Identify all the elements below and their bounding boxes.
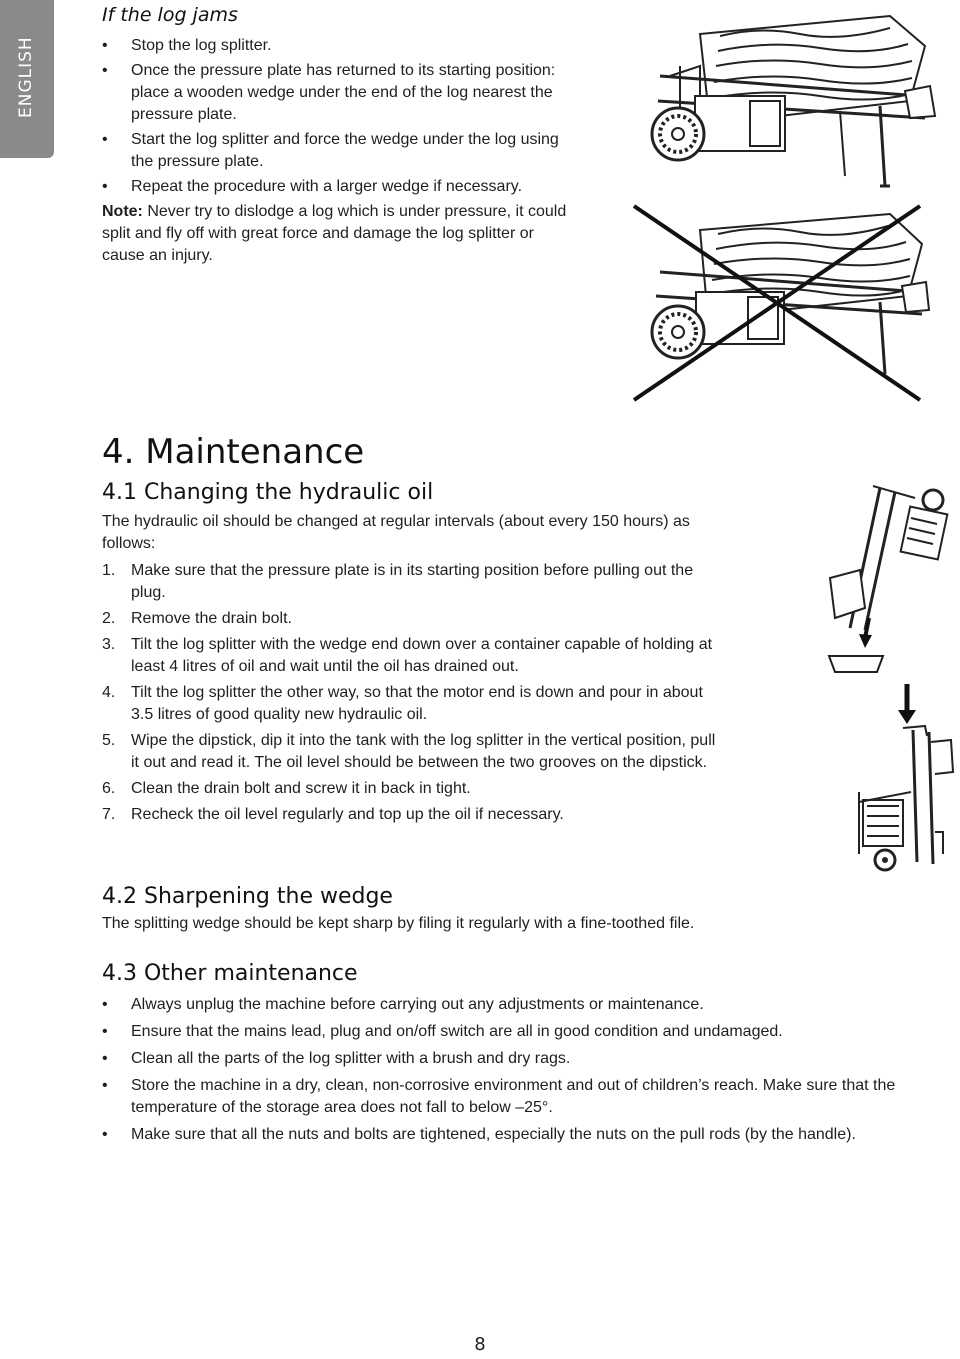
list-item: • Always unplug the machine before carrying out any adjustments or maintenance. xyxy=(102,994,942,1016)
page-number: 8 xyxy=(474,1334,486,1355)
list-item: • Repeat the procedure with a larger wedge if necessary. xyxy=(102,176,572,198)
note-text: Never try to dislodge a log which is under pressure, it could split and fly off with great force and damage the log splitter or cause an injury. xyxy=(102,203,567,264)
step-text: Make sure that the pressure plate is in its starting position before pulling out the plug. xyxy=(131,562,694,601)
list-item: • Clean all the parts of the log splitter with a brush and dry rags. xyxy=(102,1048,942,1070)
step-number: 6. xyxy=(102,780,116,797)
language-tab-label: ENGLISH xyxy=(16,36,36,118)
oil-fill-illustration xyxy=(855,682,955,882)
language-tab xyxy=(0,0,54,158)
list-item: • Once the pressure plate has returned to its starting position: place a wooden wedge under the end of the log nearest the pressure plate. xyxy=(102,60,572,126)
list-item: • Start the log splitter and force the wedge under the log using the pressure plate. xyxy=(102,129,572,173)
oil-change-intro: The hydraulic oil should be changed at regular intervals (about every 150 hours) as follows: xyxy=(102,513,690,552)
log-jams-heading: If the log jams xyxy=(102,4,238,26)
step-number: 4. xyxy=(102,684,116,701)
step-number: 1. xyxy=(102,562,116,579)
list-item xyxy=(102,778,722,800)
list-item xyxy=(102,730,722,774)
step-text: Remove the drain bolt. xyxy=(131,610,292,627)
oil-change-section xyxy=(102,480,722,830)
log-jams-section xyxy=(102,4,572,267)
step-number: 3. xyxy=(102,636,116,653)
list-item: • Stop the log splitter. xyxy=(102,35,572,57)
list-item xyxy=(102,634,722,678)
step-number: 7. xyxy=(102,806,116,823)
step-text: Clean the drain bolt and screw it in back in tight. xyxy=(131,780,471,797)
list-item xyxy=(102,682,722,726)
incorrect-usage-illustration xyxy=(630,204,930,404)
list-item xyxy=(102,608,722,630)
sharpening-heading: 4.2 Sharpening the wedge xyxy=(102,884,393,909)
other-maintenance-heading: 4.3 Other maintenance xyxy=(102,961,358,986)
step-number: 2. xyxy=(102,610,116,627)
step-number: 5. xyxy=(102,732,116,749)
note-label: Note: xyxy=(102,203,143,220)
list-item xyxy=(102,804,722,826)
oil-change-steps xyxy=(102,560,722,826)
list-item: • Make sure that all the nuts and bolts are tightened, especially the nuts on the pull rods (by the handle). xyxy=(102,1124,942,1146)
step-text: Wipe the dipstick, dip it into the tank with the log splitter in the vertical position, pull it out and read it. The oil level should be between the two grooves on the dipstick. xyxy=(131,732,716,771)
log-splitter-illustration xyxy=(640,6,940,196)
log-jams-list xyxy=(102,35,572,198)
sharpening-text: The splitting wedge should be kept sharp by filing it regularly with a fine-toothed file. xyxy=(102,915,695,932)
list-item: • Store the machine in a dry, clean, non-corrosive environment and out of children’s reach. Make sure that the temperature of the storage area does not fall to below –25°. xyxy=(102,1075,942,1119)
maintenance-heading: 4. Maintenance xyxy=(102,432,365,472)
step-text: Recheck the oil level regularly and top up the oil if necessary. xyxy=(131,806,564,823)
list-item: • Ensure that the mains lead, plug and on/off switch are all in good condition and undamaged. xyxy=(102,1021,942,1043)
oil-change-heading: 4.1 Changing the hydraulic oil xyxy=(102,480,434,505)
step-text: Tilt the log splitter the other way, so that the motor end is down and pour in about 3.5 litres of good quality new hydraulic oil. xyxy=(131,684,703,723)
oil-drain-illustration xyxy=(825,478,955,678)
other-maintenance-section xyxy=(102,961,942,1151)
sharpening-section xyxy=(102,884,922,935)
other-maintenance-list xyxy=(102,994,942,1146)
log-jams-note xyxy=(102,201,572,267)
step-text: Tilt the log splitter with the wedge end down over a container capable of holding at least 4 litres of oil and wait until the oil has drained out. xyxy=(131,636,713,675)
list-item xyxy=(102,560,722,604)
